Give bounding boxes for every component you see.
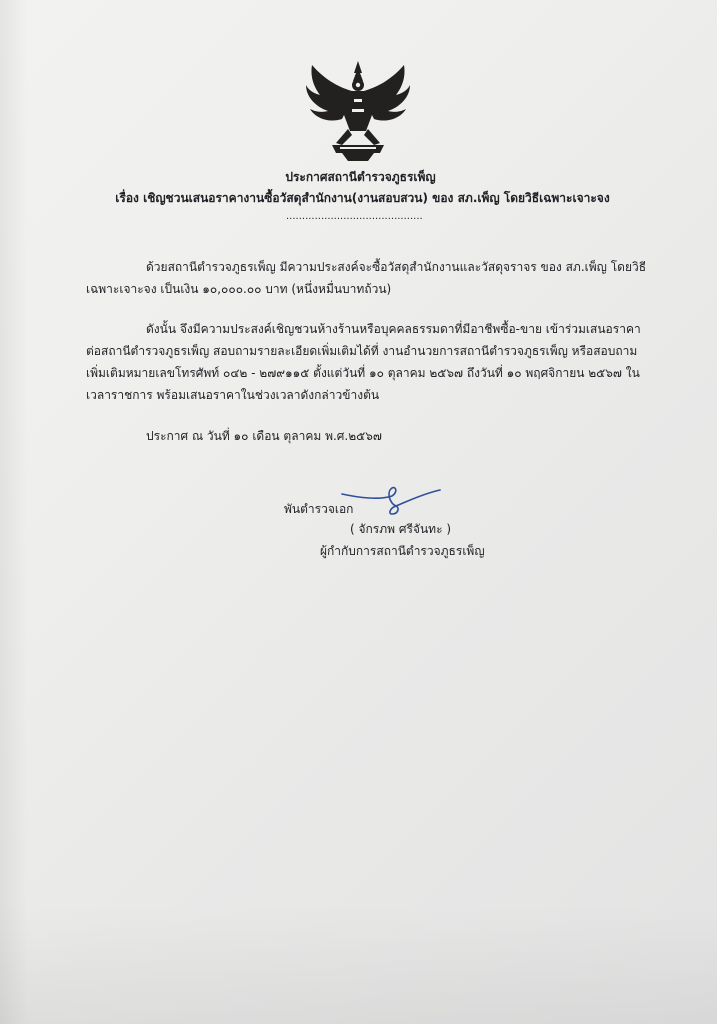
announcement-date: ประกาศ ณ วันที่ ๑๐ เดือน ตุลาคม พ.ศ.๒๕๖๗ [146, 429, 382, 443]
paragraph2-line4: เวลาราชการ พร้อมเสนอราคาในช่วงเวลาดังกล่าวข้างต้น [86, 388, 380, 402]
paragraph2-line2: ต่อสถานีตำรวจภูธรเพ็ญ สอบถามรายละเอียดเพิ่มเติมได้ที่ งานอำนวยการสถานีตำรวจภูธรเพ็ญ หรือสอบถาม [86, 344, 638, 358]
signer-rank: พันตำรวจเอก [284, 502, 354, 516]
document-subject: เรื่อง เชิญชวนเสนอราคางานซื้อวัสดุสำนักงาน(งานสอบสวน) ของ สภ.เพ็ญ โดยวิธีเฉพาะเจาะจง [115, 191, 610, 205]
paragraph1-line2: เฉพาะเจาะจง เป็นเงิน ๑๐,๐๐๐.๐๐ บาท (หนึ่งหมื่นบาทถ้วน) [86, 282, 392, 296]
garuda-emblem-icon [302, 57, 414, 163]
paragraph2-line3: เพิ่มเติมหมายเลขโทรศัพท์ ๐๔๒ - ๒๗๙๑๑๕ ตั้งแต่วันที่ ๑๐ ตุลาคม ๒๕๖๗ ถึงวันที่ ๑๐ พฤศจิกายน ๒๕๖๗ ใน [86, 366, 640, 380]
signer-name: ( จักรภพ ศรีจันทะ ) [350, 522, 452, 536]
paragraph2-line1: ดังนั้น จึงมีความประสงค์เชิญชวนห้างร้านหรือบุคคลธรรมดาที่มีอาชีพซื้อ-ขาย เข้าร่วมเสนอราคา [146, 322, 641, 336]
signer-position: ผู้กำกับการสถานีตำรวจภูธรเพ็ญ [320, 544, 485, 558]
document-title: ประกาศสถานีตำรวจภูธรเพ็ญ [285, 170, 436, 184]
paper-shadow-left [0, 0, 28, 1024]
handwritten-signature-icon [340, 480, 444, 520]
paper-shadow-bottom [0, 904, 717, 1024]
paragraph1-line1: ด้วยสถานีตำรวจภูธรเพ็ญ มีความประสงค์จะซื้อวัสดุสำนักงานและวัสดุจราจร ของ สภ.เพ็ญ โดยวิธี [146, 260, 647, 274]
title-separator: ........................................... [286, 211, 423, 222]
